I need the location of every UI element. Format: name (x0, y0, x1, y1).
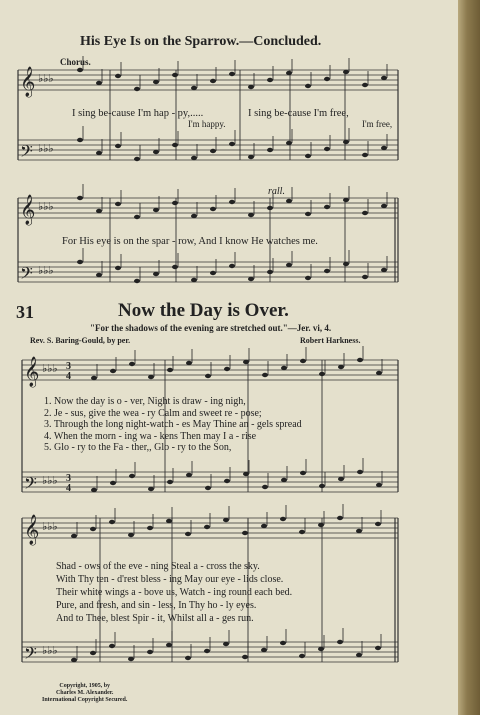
note-head (381, 268, 387, 272)
note-head (337, 516, 343, 520)
sparrow-lyric-1a: I sing be-cause I'm hap - py,..... (72, 108, 204, 119)
svg-text:𝄞: 𝄞 (20, 195, 36, 225)
note-head (210, 207, 216, 211)
note-head (242, 655, 248, 659)
note-head (128, 657, 134, 661)
note-head (148, 375, 154, 379)
note-head (248, 85, 254, 89)
note-head (375, 646, 381, 650)
note-head (128, 533, 134, 537)
note-head (324, 269, 330, 273)
note-head (129, 474, 135, 478)
svg-text:𝄢: 𝄢 (20, 141, 33, 165)
note-head (262, 485, 268, 489)
svg-text:♭♭♭: ♭♭♭ (42, 644, 58, 657)
note-head (362, 153, 368, 157)
note-head (357, 358, 363, 362)
note-head (224, 479, 230, 483)
note-head (134, 87, 140, 91)
note-head (148, 487, 154, 491)
svg-text:4: 4 (66, 371, 71, 382)
note-head (186, 473, 192, 477)
note-head (172, 265, 178, 269)
note-head (191, 86, 197, 90)
note-head (115, 74, 121, 78)
rall-marking: rall. (268, 186, 285, 197)
note-head (147, 650, 153, 654)
note-head (224, 367, 230, 371)
note-head (110, 481, 116, 485)
note-head (191, 156, 197, 160)
sparrow-lyric-2: For His eye is on the spar - row, And I know He watches me. (62, 236, 318, 247)
note-head (204, 525, 210, 529)
note-head (186, 361, 192, 365)
note-head (343, 198, 349, 202)
svg-text:♭♭♭: ♭♭♭ (42, 520, 58, 533)
note-head (109, 520, 115, 524)
note-head (362, 211, 368, 215)
note-head (267, 270, 273, 274)
note-head (299, 654, 305, 658)
svg-text:𝄞: 𝄞 (20, 67, 36, 97)
copyright-line: International Copyright Secured. (42, 697, 128, 703)
note-head (185, 532, 191, 536)
note-head (281, 478, 287, 482)
verse-line: Shad - ows of the eve - ning Steal a - cross the sky. (56, 561, 260, 572)
note-head (110, 369, 116, 373)
note-head (134, 279, 140, 283)
svg-text:𝄢: 𝄢 (24, 473, 37, 497)
verse-line: 5. Glo - ry to the Fa - ther,, Glo - ry to the Son, (44, 442, 232, 453)
note-head (153, 80, 159, 84)
svg-text:3: 3 (66, 473, 71, 484)
note-head (338, 477, 344, 481)
note-head (286, 141, 292, 145)
note-head (362, 83, 368, 87)
note-head (90, 527, 96, 531)
svg-text:♭♭♭: ♭♭♭ (38, 142, 54, 155)
hymn-epigraph: "For the shadows of the evening are stretched out."—Jer. vi, 4. (90, 323, 332, 333)
note-head (248, 277, 254, 281)
note-head (191, 278, 197, 282)
note-head (356, 653, 362, 657)
copyright-notice (42, 683, 127, 704)
svg-text:4: 4 (66, 483, 71, 494)
note-head (210, 271, 216, 275)
hymn-number: 31 (16, 302, 34, 322)
note-head (91, 376, 97, 380)
verses-second-half (56, 560, 292, 625)
note-head (318, 647, 324, 651)
note-head (343, 70, 349, 74)
note-head (147, 526, 153, 530)
note-head (267, 206, 273, 210)
note-head (134, 157, 140, 161)
note-head (248, 213, 254, 217)
svg-text:𝄞: 𝄞 (24, 515, 40, 545)
note-head (115, 202, 121, 206)
note-head (299, 530, 305, 534)
note-head (134, 215, 140, 219)
note-head (223, 642, 229, 646)
note-head (324, 77, 330, 81)
note-head (167, 480, 173, 484)
note-head (343, 262, 349, 266)
note-head (305, 154, 311, 158)
note-head (337, 640, 343, 644)
note-head (166, 643, 172, 647)
note-head (153, 272, 159, 276)
svg-text:♭♭♭: ♭♭♭ (38, 200, 54, 213)
note-head (243, 472, 249, 476)
note-head (191, 214, 197, 218)
page-header-title: His Eye Is on the Sparrow.—Concluded. (80, 34, 322, 49)
note-head (286, 199, 292, 203)
note-head (129, 362, 135, 366)
verse-line: 2. Je - sus, give the wea - ry Calm and sweet re - pose; (44, 407, 262, 419)
note-head (115, 144, 121, 148)
note-head (305, 84, 311, 88)
note-head (267, 148, 273, 152)
note-head (204, 649, 210, 653)
sparrow-lyric-1b: I sing be-cause I'm free, (248, 108, 349, 119)
note-head (153, 208, 159, 212)
note-head (262, 373, 268, 377)
verse-line: 4. When the morn - ing wa - kens Then may I a - rise (44, 430, 257, 442)
note-head (319, 484, 325, 488)
verse-line: 1. Now the day is o - ver, Night is draw - ing nigh, (44, 396, 246, 407)
note-head (210, 79, 216, 83)
note-head (375, 522, 381, 526)
note-head (381, 76, 387, 80)
note-head (300, 471, 306, 475)
note-head (267, 78, 273, 82)
note-head (71, 534, 77, 538)
note-head (77, 138, 83, 142)
note-head (77, 196, 83, 200)
note-head (261, 648, 267, 652)
note-head (96, 209, 102, 213)
note-head (381, 146, 387, 150)
note-head (242, 531, 248, 535)
svg-text:♭♭♭: ♭♭♭ (42, 362, 58, 375)
svg-text:3: 3 (66, 361, 71, 372)
note-head (205, 486, 211, 490)
sparrow-lyric-1c: I'm happy. (188, 119, 226, 129)
note-head (96, 273, 102, 277)
note-head (205, 374, 211, 378)
note-head (90, 651, 96, 655)
note-head (300, 359, 306, 363)
copyright-line: Copyright, 1905, by (59, 683, 111, 689)
hymn-composer: Robert Harkness. (300, 336, 361, 345)
note-head (319, 372, 325, 376)
note-head (286, 71, 292, 75)
note-head (381, 204, 387, 208)
note-head (229, 72, 235, 76)
note-head (338, 365, 344, 369)
note-head (229, 264, 235, 268)
note-head (356, 529, 362, 533)
chorus-label: Chorus. (60, 57, 91, 67)
note-head (376, 483, 382, 487)
note-head (77, 68, 83, 72)
note-head (324, 147, 330, 151)
book-spine (458, 0, 480, 715)
svg-text:♭♭♭: ♭♭♭ (38, 264, 54, 277)
note-head (77, 260, 83, 264)
note-head (305, 212, 311, 216)
note-head (280, 641, 286, 645)
note-head (91, 488, 97, 492)
note-head (305, 276, 311, 280)
verse-line: Their white wings a - bove us, Watch - ing round each bed. (56, 587, 293, 598)
note-head (172, 73, 178, 77)
hymn-author: Rev. S. Baring-Gould, by per. (30, 336, 131, 345)
sparrow-lyric-1d: I'm free, (362, 119, 393, 129)
verses-first-half (44, 396, 302, 454)
note-head (343, 140, 349, 144)
verse-line: 3. Through the long night-watch - es May Thine an - gels spread (44, 419, 302, 430)
note-head (185, 656, 191, 660)
note-head (96, 81, 102, 85)
note-head (115, 266, 121, 270)
note-head (172, 201, 178, 205)
note-head (281, 366, 287, 370)
note-head (376, 371, 382, 375)
verse-line: Pure, and fresh, and sin - less, In Thy ho - ly eyes. (56, 600, 257, 611)
note-head (248, 155, 254, 159)
verse-line: And to Thee, blest Spir - it, Whilst all a - ges run. (56, 613, 254, 624)
note-head (229, 142, 235, 146)
note-head (223, 518, 229, 522)
note-head (167, 368, 173, 372)
hymn-title: Now the Day is Over. (118, 300, 289, 321)
note-head (280, 517, 286, 521)
svg-text:𝄞: 𝄞 (24, 357, 40, 387)
note-head (362, 275, 368, 279)
svg-text:♭♭♭: ♭♭♭ (42, 474, 58, 487)
note-head (166, 519, 172, 523)
svg-text:𝄢: 𝄢 (20, 263, 33, 287)
note-head (324, 205, 330, 209)
note-head (357, 470, 363, 474)
note-head (261, 524, 267, 528)
note-head (153, 150, 159, 154)
note-head (318, 523, 324, 527)
note-head (243, 360, 249, 364)
svg-text:𝄢: 𝄢 (24, 643, 37, 667)
note-head (96, 151, 102, 155)
note-head (71, 658, 77, 662)
note-head (210, 149, 216, 153)
note-head (286, 263, 292, 267)
note-head (172, 143, 178, 147)
svg-text:♭♭♭: ♭♭♭ (38, 72, 54, 85)
note-head (229, 200, 235, 204)
copyright-line: Charles M. Alexander. (55, 690, 114, 696)
verse-line: With Thy ten - d'rest bless - ing May our eye - lids close. (56, 574, 284, 585)
note-head (109, 644, 115, 648)
